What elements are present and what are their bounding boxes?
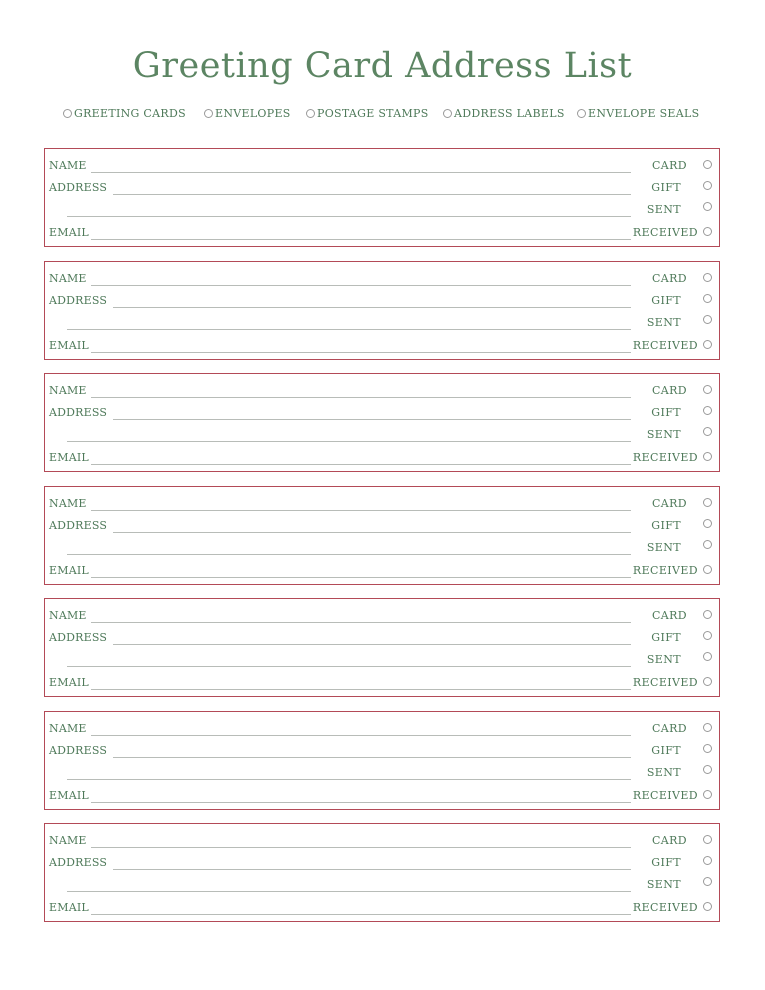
address-labels-checkbox[interactable]: [443, 109, 452, 118]
name-field[interactable]: [91, 285, 631, 286]
gift-status-label: GIFT: [651, 631, 681, 644]
received-checkbox[interactable]: [703, 677, 712, 686]
address-field[interactable]: [113, 419, 631, 420]
sent-status-label: SENT: [646, 541, 681, 554]
email-label: EMAIL: [49, 564, 89, 577]
address-entry: [44, 486, 720, 585]
name-label: NAME: [49, 497, 87, 510]
received-checkbox[interactable]: [703, 340, 712, 349]
email-row: [45, 226, 719, 242]
greeting-cards-checkbox[interactable]: [63, 109, 72, 118]
sent-checkbox[interactable]: [703, 540, 712, 549]
postage-stamps-checkbox[interactable]: [306, 109, 315, 118]
address-line-2-row: [45, 316, 719, 332]
address-row: [45, 406, 719, 422]
address-row: [45, 744, 719, 760]
email-label: EMAIL: [49, 789, 89, 802]
address-label: ADDRESS: [49, 856, 108, 869]
gift-status-label: GIFT: [651, 519, 681, 532]
card-status-label: CARD: [651, 834, 687, 847]
received-checkbox[interactable]: [703, 452, 712, 461]
address-field[interactable]: [113, 757, 631, 758]
card-checkbox[interactable]: [703, 835, 712, 844]
sent-checkbox[interactable]: [703, 202, 712, 211]
sent-status-label: SENT: [646, 428, 681, 441]
gift-checkbox[interactable]: [703, 294, 712, 303]
gift-status-label: GIFT: [651, 294, 681, 307]
supply-label: POSTAGE STAMPS: [317, 107, 429, 120]
email-label: EMAIL: [49, 901, 89, 914]
gift-checkbox[interactable]: [703, 519, 712, 528]
received-status-label: RECEIVED: [632, 901, 698, 914]
card-checkbox[interactable]: [703, 160, 712, 169]
envelopes-checkbox[interactable]: [204, 109, 213, 118]
supply-label: ADDRESS LABELS: [454, 107, 565, 120]
email-row: [45, 451, 719, 467]
name-field[interactable]: [91, 735, 631, 736]
card-status-label: CARD: [651, 272, 687, 285]
address-line-2-row: [45, 203, 719, 219]
email-field[interactable]: [91, 239, 631, 240]
email-row: [45, 789, 719, 805]
address-label: ADDRESS: [49, 519, 108, 532]
card-status-label: CARD: [651, 384, 687, 397]
name-label: NAME: [49, 834, 87, 847]
card-status-label: CARD: [651, 159, 687, 172]
card-status-label: CARD: [651, 609, 687, 622]
address-line-2-row: [45, 653, 719, 669]
gift-checkbox[interactable]: [703, 181, 712, 190]
name-row: [45, 609, 719, 625]
address-line-2-row: [45, 541, 719, 557]
address-field[interactable]: [113, 532, 631, 533]
gift-status-label: GIFT: [651, 406, 681, 419]
address-field[interactable]: [113, 307, 631, 308]
name-field[interactable]: [91, 510, 631, 511]
received-status-label: RECEIVED: [632, 226, 698, 239]
card-checkbox[interactable]: [703, 723, 712, 732]
address-line-2-field[interactable]: [67, 329, 631, 330]
sent-checkbox[interactable]: [703, 315, 712, 324]
card-status-label: CARD: [651, 722, 687, 735]
address-row: [45, 519, 719, 535]
name-field[interactable]: [91, 847, 631, 848]
email-field[interactable]: [91, 689, 631, 690]
address-entry: [44, 823, 720, 922]
gift-checkbox[interactable]: [703, 856, 712, 865]
name-label: NAME: [49, 722, 87, 735]
address-line-2-row: [45, 428, 719, 444]
gift-checkbox[interactable]: [703, 406, 712, 415]
name-row: [45, 159, 719, 175]
card-status-label: CARD: [651, 497, 687, 510]
email-field[interactable]: [91, 577, 631, 578]
sent-checkbox[interactable]: [703, 652, 712, 661]
name-label: NAME: [49, 159, 87, 172]
address-entry: [44, 148, 720, 247]
sent-status-label: SENT: [646, 653, 681, 666]
sent-status-label: SENT: [646, 766, 681, 779]
email-row: [45, 676, 719, 692]
supplies-checklist: [0, 107, 765, 123]
sent-checkbox[interactable]: [703, 427, 712, 436]
name-label: NAME: [49, 609, 87, 622]
email-row: [45, 339, 719, 355]
address-line-2-row: [45, 766, 719, 782]
envelope-seals-checkbox[interactable]: [577, 109, 586, 118]
supply-address-labels[interactable]: [443, 107, 565, 120]
address-entry: [44, 373, 720, 472]
card-checkbox[interactable]: [703, 610, 712, 619]
address-line-2-field[interactable]: [67, 779, 631, 780]
address-entry: [44, 598, 720, 697]
address-field[interactable]: [113, 644, 631, 645]
supply-label: GREETING CARDS: [74, 107, 186, 120]
email-field[interactable]: [91, 352, 631, 353]
card-checkbox[interactable]: [703, 385, 712, 394]
address-row: [45, 856, 719, 872]
address-row: [45, 181, 719, 197]
received-checkbox[interactable]: [703, 790, 712, 799]
sent-checkbox[interactable]: [703, 877, 712, 886]
address-entry: [44, 261, 720, 360]
email-label: EMAIL: [49, 226, 89, 239]
email-label: EMAIL: [49, 451, 89, 464]
supply-postage-stamps[interactable]: [306, 107, 429, 120]
gift-checkbox[interactable]: [703, 744, 712, 753]
email-label: EMAIL: [49, 676, 89, 689]
address-label: ADDRESS: [49, 294, 108, 307]
supply-envelope-seals[interactable]: [577, 107, 699, 120]
gift-status-label: GIFT: [651, 181, 681, 194]
name-row: [45, 384, 719, 400]
email-label: EMAIL: [49, 339, 89, 352]
sent-status-label: SENT: [646, 878, 681, 891]
sent-checkbox[interactable]: [703, 765, 712, 774]
address-field[interactable]: [113, 869, 631, 870]
supply-greeting-cards[interactable]: [63, 107, 186, 120]
gift-status-label: GIFT: [651, 856, 681, 869]
address-label: ADDRESS: [49, 744, 108, 757]
supply-label: ENVELOPES: [215, 107, 291, 120]
received-status-label: RECEIVED: [632, 451, 698, 464]
card-checkbox[interactable]: [703, 273, 712, 282]
sent-status-label: SENT: [646, 203, 681, 216]
received-status-label: RECEIVED: [632, 564, 698, 577]
address-line-2-field[interactable]: [67, 554, 631, 555]
received-checkbox[interactable]: [703, 227, 712, 236]
address-label: ADDRESS: [49, 631, 108, 644]
card-checkbox[interactable]: [703, 498, 712, 507]
address-row: [45, 631, 719, 647]
address-line-2-field[interactable]: [67, 666, 631, 667]
email-field[interactable]: [91, 914, 631, 915]
name-field[interactable]: [91, 397, 631, 398]
address-line-2-row: [45, 878, 719, 894]
gift-status-label: GIFT: [651, 744, 681, 757]
sent-status-label: SENT: [646, 316, 681, 329]
gift-checkbox[interactable]: [703, 631, 712, 640]
address-label: ADDRESS: [49, 181, 108, 194]
received-checkbox[interactable]: [703, 565, 712, 574]
supply-label: ENVELOPE SEALS: [588, 107, 700, 120]
email-field[interactable]: [91, 464, 631, 465]
address-label: ADDRESS: [49, 406, 108, 419]
received-checkbox[interactable]: [703, 902, 712, 911]
address-entry: [44, 711, 720, 810]
email-row: [45, 564, 719, 580]
email-field[interactable]: [91, 802, 631, 803]
email-row: [45, 901, 719, 917]
address-field[interactable]: [113, 194, 631, 195]
name-row: [45, 722, 719, 738]
page-title: Greeting Card Address List: [132, 46, 633, 86]
name-field[interactable]: [91, 622, 631, 623]
address-line-2-field[interactable]: [67, 216, 631, 217]
name-row: [45, 272, 719, 288]
address-line-2-field[interactable]: [67, 891, 631, 892]
address-line-2-field[interactable]: [67, 441, 631, 442]
name-label: NAME: [49, 272, 87, 285]
received-status-label: RECEIVED: [632, 676, 698, 689]
name-field[interactable]: [91, 172, 631, 173]
received-status-label: RECEIVED: [632, 789, 698, 802]
name-row: [45, 834, 719, 850]
name-row: [45, 497, 719, 513]
supply-envelopes[interactable]: [204, 107, 291, 120]
address-row: [45, 294, 719, 310]
received-status-label: RECEIVED: [632, 339, 698, 352]
name-label: NAME: [49, 384, 87, 397]
